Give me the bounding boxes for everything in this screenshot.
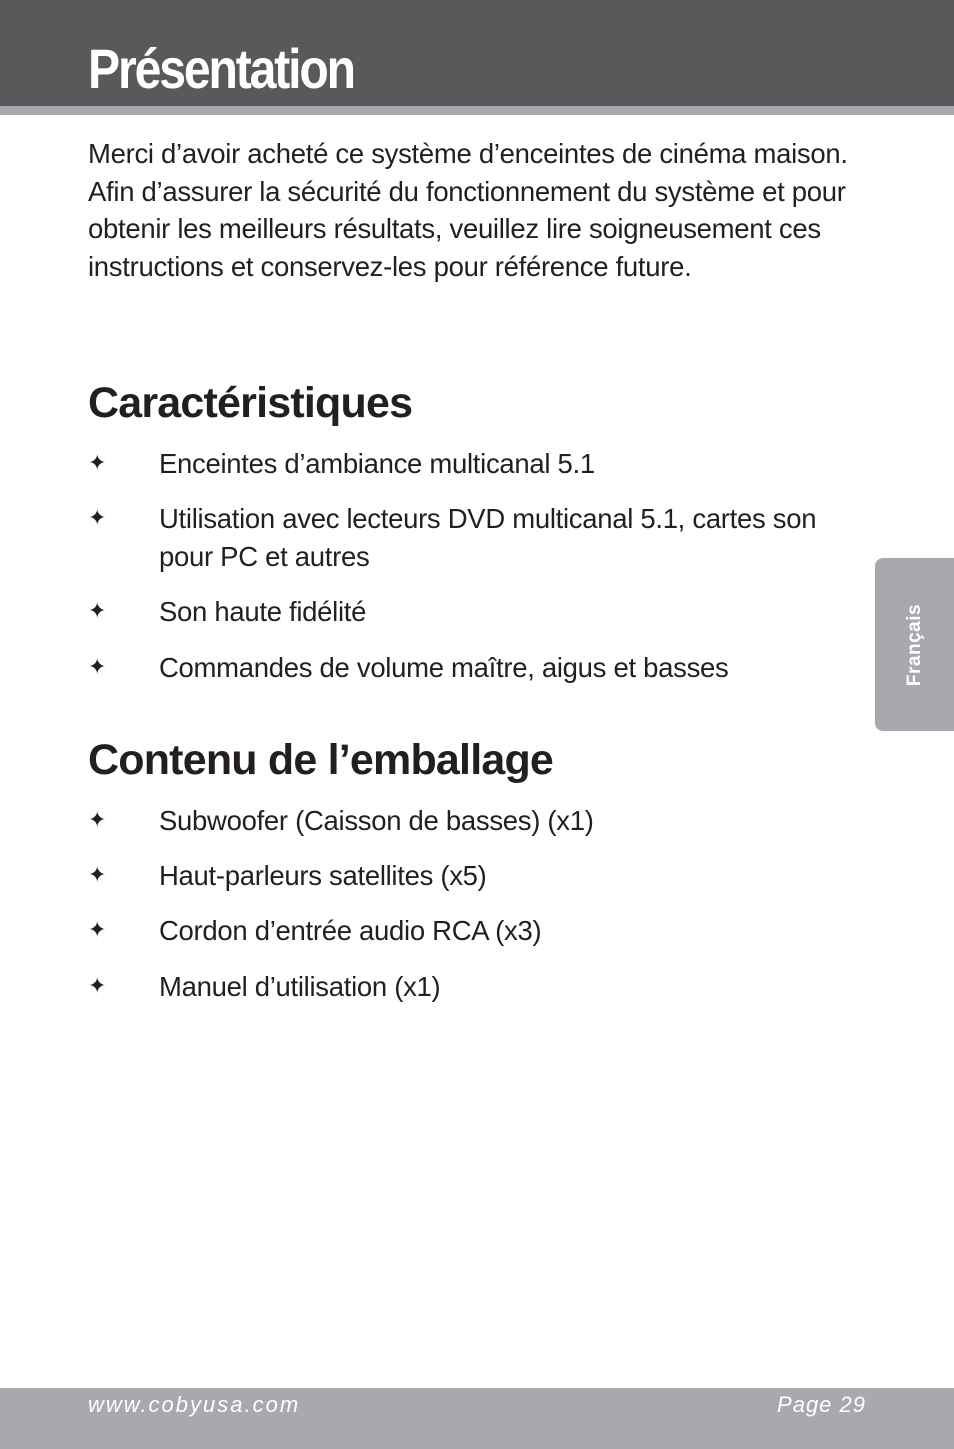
list-item: [88, 593, 858, 631]
package-heading: Contenu de l’emballage: [88, 736, 554, 784]
package-item-text: Haut-parleurs satellites (x5): [159, 860, 487, 891]
list-item: [88, 857, 858, 895]
feature-text: Enceintes d’ambiance multicanal 5.1: [159, 448, 595, 479]
star-bullet-icon: ✦: [88, 808, 107, 833]
star-bullet-icon: ✦: [88, 599, 107, 624]
package-item-text: Subwoofer (Caisson de basses) (x1): [159, 805, 594, 836]
list-item: [88, 802, 858, 840]
package-item-text: Manuel d’utilisation (x1): [159, 971, 441, 1002]
intro-paragraph: Merci d’avoir acheté ce système d’enceintes de cinéma maison. Afin d’assurer la sécurité du fonctionnement du système et pour obtenir les meilleurs résultats, veuillez lire soigneusement ces instructions et conservez-les pour référence future.: [88, 138, 848, 282]
footer-url: www.cobyusa.com: [88, 1392, 301, 1417]
feature-text: Son haute fidélité: [159, 596, 367, 627]
list-item: [88, 912, 858, 950]
star-bullet-icon: ✦: [88, 863, 107, 888]
list-item: [88, 968, 858, 1006]
star-bullet-icon: ✦: [88, 918, 107, 943]
list-item: [88, 649, 858, 687]
features-heading: Caractéristiques: [88, 379, 413, 427]
feature-text: Commandes de volume maître, aigus et basses: [159, 652, 729, 683]
header-rule: [0, 106, 954, 115]
list-item: [88, 500, 858, 576]
language-tab-label: Français: [903, 603, 925, 686]
star-bullet-icon: ✦: [88, 506, 107, 531]
list-item: [88, 445, 858, 483]
feature-text: Utilisation avec lecteurs DVD multicanal 5.1, cartes son pour PC et autres: [159, 503, 817, 572]
star-bullet-icon: ✦: [88, 974, 107, 999]
page-number: Page 29: [777, 1392, 866, 1417]
package-item-text: Cordon d’entrée audio RCA (x3): [159, 915, 542, 946]
language-tab: [875, 558, 954, 731]
page-title: Présentation: [88, 37, 354, 100]
star-bullet-icon: ✦: [88, 451, 107, 476]
star-bullet-icon: ✦: [88, 655, 107, 680]
